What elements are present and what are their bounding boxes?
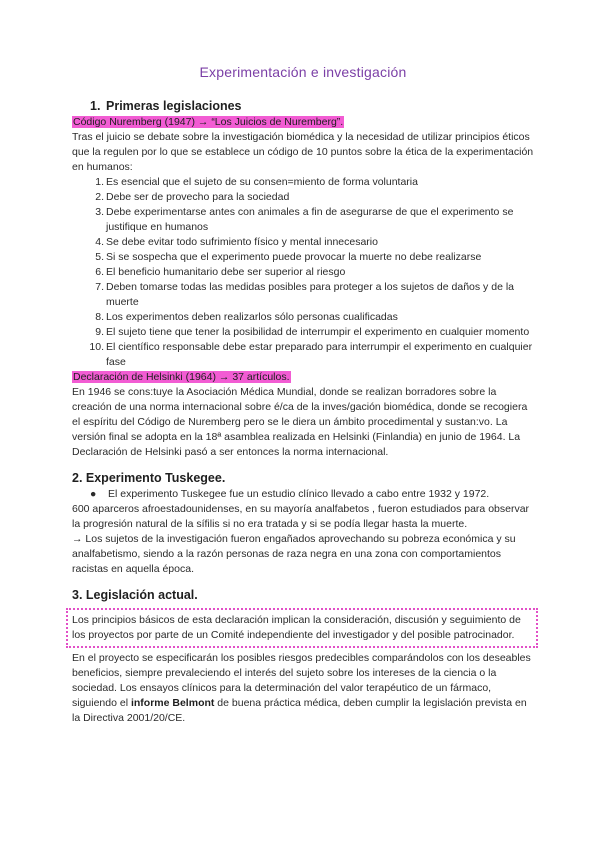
point-number: 6. xyxy=(95,266,104,278)
nuremberg-point xyxy=(72,280,534,310)
legislation-text-end: de buena práctica médica, deben cumplir la legislación prevista en la Directiva 2001/20/CE. xyxy=(72,697,527,724)
point-text: Si se sospecha que el experimento puede provocar la muerte no debe realizarse xyxy=(106,251,482,263)
point-number: 9. xyxy=(95,326,104,338)
nuremberg-point xyxy=(72,265,534,280)
section-3 xyxy=(72,587,534,726)
nuremberg-point xyxy=(72,325,534,340)
document-page xyxy=(72,62,534,726)
document-title: Experimentación e investigación xyxy=(199,64,407,80)
section-1-number: 1. xyxy=(90,99,101,113)
point-number: 8. xyxy=(95,311,104,323)
nuremberg-points-list xyxy=(72,175,534,370)
tuskegee-bullet-text: El experimento Tuskegee fue un estudio clínico llevado a cabo entre 1932 y 1972. xyxy=(108,488,490,500)
point-text: Los experimentos deben realizarlos sólo personas cualificadas xyxy=(106,311,398,323)
helsinki-line xyxy=(72,370,534,385)
nuremberg-point xyxy=(72,190,534,205)
bullet-icon: ● xyxy=(90,488,97,500)
point-text: Debe experimentarse antes con animales a fin de asegurarse de que el experimento se justifique en humanos xyxy=(106,206,514,233)
point-number: 7. xyxy=(95,281,104,293)
principles-box xyxy=(66,608,538,648)
point-text: El beneficio humanitario debe ser superior al riesgo xyxy=(106,266,346,278)
point-text: Es esencial que el sujeto de su consen=miento de forma voluntaria xyxy=(106,176,418,188)
helsinki-highlight: Declaración de Helsinki (1964) → 37 artículos. xyxy=(73,371,290,383)
point-number: 4. xyxy=(95,236,104,248)
principles-box-text: Los principios básicos de esta declaración implican la consideración, discusión y seguimiento de los proyectos por parte de un Comité independiente del investigador y del posible patrocinador. xyxy=(72,614,521,641)
point-number: 10. xyxy=(89,341,104,353)
section-1-heading-text: Primeras legislaciones xyxy=(106,99,242,113)
tuskegee-text-1: 600 aparceros afroestadounidenses, en su mayoría analfabetos , fueron estudiados para observar la progresión natural de la sífilis si no era tratada y si se podía llegar hasta la muerte. xyxy=(72,503,530,530)
nuremberg-intro: Tras el juicio se debate sobre la investigación biomédica y la necesidad de utilizar principios éticos que la regulen por lo que se establece un código de 10 puntos sobre la ética de la experimentación en humanos: xyxy=(72,131,534,173)
nuremberg-point xyxy=(72,175,534,190)
section-3-heading: 3. Legislación actual. xyxy=(72,588,198,602)
nuremberg-highlight: Código Nuremberg (1947) → “Los Juicios de Nuremberg”. xyxy=(73,116,344,128)
tuskegee-bullet-item xyxy=(72,487,534,502)
point-number: 5. xyxy=(95,251,104,263)
section-2 xyxy=(72,470,534,577)
helsinki-text: En 1946 se cons:tuye la Asociación Médica Mundial, donde se realizan borradores sobre la creación de una norma internacional sobre é/ca de la inves/gación biomédica, donde se recogiera el espíritu del Código de Nuremberg pero se le diera un ámbito procedimental y sustan:vo. La versión final se adopta en la 18ª asamblea realizada en Helsinki (Finlandia) en junio de 1964. La Declaración de Helsinki pasó a ser entonces la norma internacional. xyxy=(72,386,528,458)
point-text: Se debe evitar todo sufrimiento físico y mental innecesario xyxy=(106,236,378,248)
tuskegee-text-2: → Los sujetos de la investigación fueron engañados aprovechando su pobreza económica y su analfabetismo, siendo a la razón personas de raza negra en una zona con comportamientos racistas en aquella época. xyxy=(72,533,516,575)
belmont-report-bold: informe Belmont xyxy=(130,697,215,709)
point-number: 1. xyxy=(95,176,104,188)
section-2-heading: 2. Experimento Tuskegee. xyxy=(72,471,226,485)
point-number: 2. xyxy=(95,191,104,203)
nuremberg-point xyxy=(72,250,534,265)
point-text: Deben tomarse todas las medidas posibles para proteger a los sujetos de daños y de la muerte xyxy=(106,281,514,308)
point-number: 3. xyxy=(95,206,104,218)
point-text: Debe ser de provecho para la sociedad xyxy=(106,191,290,203)
point-text: El científico responsable debe estar preparado para interrumpir el experimento en cualquier fase xyxy=(106,341,533,368)
nuremberg-point xyxy=(72,205,534,235)
nuremberg-point xyxy=(72,310,534,325)
nuremberg-point xyxy=(72,340,534,370)
nuremberg-line xyxy=(72,115,534,130)
nuremberg-point xyxy=(72,235,534,250)
legislation-text xyxy=(72,651,534,726)
point-text: El sujeto tiene que tener la posibilidad de interrumpir el experimento en cualquier momento xyxy=(106,326,530,338)
legislation-text-start: En el proyecto se especificarán los posibles riesgos predecibles comparándolos con los deseables beneficios, siempre prevaleciendo el interés del sujeto sobre los intereses de la ciencia o la sociedad. Los ensayos clínicos para la determinación del valor terapéutico de un fármaco, siguiendo el xyxy=(72,652,531,709)
section-1-heading xyxy=(72,98,534,115)
